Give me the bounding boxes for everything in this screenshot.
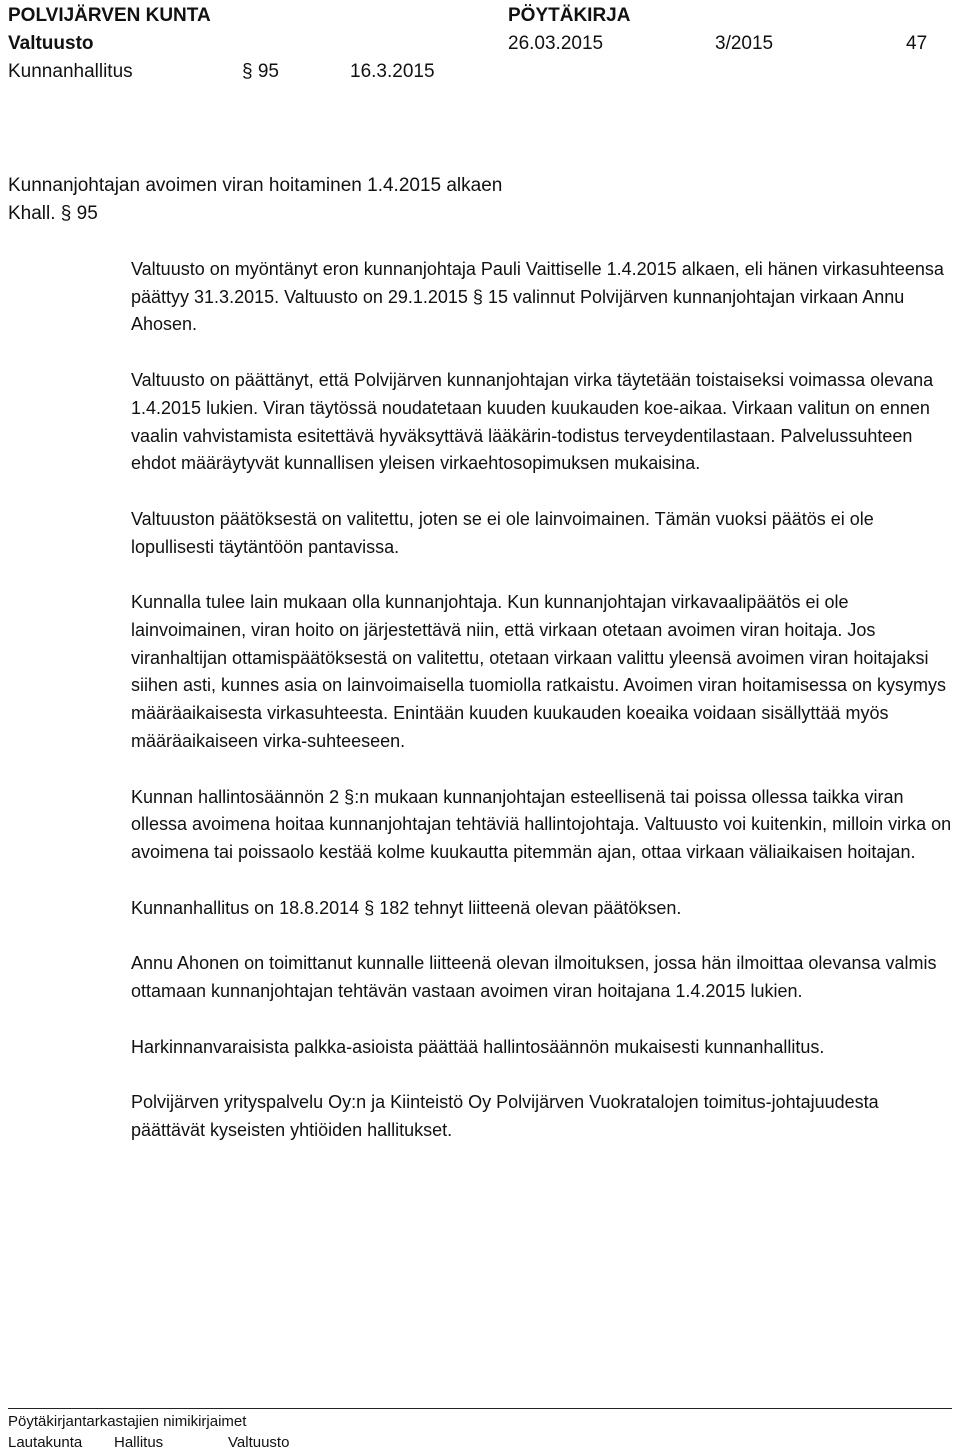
paragraph-salary: Harkinnanvaraisista palkka-asioista päättää hallintosäännön mukaisesti kunnanhallitus. xyxy=(131,1036,825,1057)
header-row-3 xyxy=(8,58,952,86)
paragraph-notification: Annu Ahonen on toimittanut kunnalle liitteenä olevan ilmoituksen, jossa hän ilmoittaa olevansa valmis ottamaan kunnanjohtajan tehtävän vastaan avoimen viran hoitajana 1.4.2015 lukien. xyxy=(131,953,937,1002)
paragraph-appointment-terms: Valtuusto on päättänyt, että Polvijärven kunnanjohtajan virka täytetään toistaiseksi voimassa olevana 1.4.2015 lukien. Viran täytössä noudatetaan kuuden kuukauden koe-aikaa. Virkaan valitun on ennen vaalin vahvistamista esitettävä hyväksyttävä lääkärin-todistus terveydentilastaan. Palvelussuhteen ehdot määräytyvät kunnallisen yleisen virkaehtosopimuksen mukaisina. xyxy=(131,370,934,474)
paragraph-companies: Polvijärven yrityspalvelu Oy:n ja Kiinteistö Oy Polvijärven Vuokratalojen toimitus-johtajuudesta päättävät kyseisten yhtiöiden hallitukset. xyxy=(131,1092,879,1141)
board-date: 16.3.2015 xyxy=(350,61,435,82)
footer-col-hallitus: Hallitus xyxy=(114,1434,164,1451)
footer-label: Pöytäkirjantarkastajien nimikirjaimet xyxy=(8,1413,247,1430)
body-name: Valtuusto xyxy=(8,33,94,54)
footer-col-lautakunta: Lautakunta xyxy=(8,1434,83,1451)
board-section: § 95 xyxy=(242,61,279,82)
paragraph-administrative-rules: Kunnan hallintosäännön 2 §:n mukaan kunnanjohtajan esteellisenä tai poissa ollessa taikka viran ollessa avoimena hoitaa kunnanjohtajan tehtäviä hallintojohtaja. Valtuusto voi kuitenkin, milloin virka on avoimena tai poissaolo kestää kolme kuukautta pitemmän ajan, ottaa virkaan väliaikaisen hoitajan. xyxy=(131,786,952,862)
meeting-date: 26.03.2015 xyxy=(508,33,604,54)
document-footer xyxy=(8,1408,952,1453)
paragraph-board-decision: Kunnanhallitus on 18.8.2014 § 182 tehnyt liitteenä olevan päätöksen. xyxy=(131,897,682,918)
agenda-heading: Kunnanjohtajan avoimen viran hoitaminen 1.4.2015 alkaen xyxy=(8,175,503,196)
page-number: 47 xyxy=(906,33,928,54)
paragraph-appeal: Valtuuston päätöksestä on valitettu, joten se ei ole lainvoimainen. Tämän vuoksi päätös ei ole lopullisesti täytäntöön pantavissa. xyxy=(131,508,874,557)
paragraph-resignation: Valtuusto on myöntänyt eron kunnanjohtaja Pauli Vaittiselle 1.4.2015 alkaen, eli hänen virkasuhteensa päättyy 31.3.2015. Valtuusto on 29.1.2015 § 15 valinnut Polvijärven kunnanjohtajan virkaan Annu Ahosen. xyxy=(131,259,944,335)
header-row-2 xyxy=(8,30,952,58)
document-type: PÖYTÄKIRJA xyxy=(508,5,631,26)
footer-col-valtuusto: Valtuusto xyxy=(228,1434,290,1451)
footer-columns-row xyxy=(8,1432,952,1453)
header-row-1 xyxy=(8,2,952,30)
footer-label-row xyxy=(8,1411,952,1432)
document-body xyxy=(131,256,953,1173)
meeting-number: 3/2015 xyxy=(715,33,774,54)
board-name: Kunnanhallitus xyxy=(8,61,133,82)
document-header xyxy=(8,2,952,86)
agenda-title-block xyxy=(8,172,502,228)
municipality-name: POLVIJÄRVEN KUNTA xyxy=(8,5,211,26)
agenda-reference: Khall. § 95 xyxy=(8,203,98,224)
paragraph-legal-requirement: Kunnalla tulee lain mukaan olla kunnanjohtaja. Kun kunnanjohtajan virkavaalipäätös ei ole lainvoimainen, viran hoito on järjestettävä niin, että virkaan otetaan avoimen viran hoitaja. Jos viranhaltijan ottamispäätöksestä on valitettu, otetaan virkaan valittu yleensä avoimen viran hoitajaksi siihen asti, kunnes asia on lainvoimaisella tuomiolla ratkaistu. Avoimen viran hoitamisessa on kysymys määräaikaisesta virkasuhteesta. Enintään kuuden kuukauden koeaika voidaan sisällyttää myös määräaikaiseen virka-suhteeseen. xyxy=(131,592,947,751)
